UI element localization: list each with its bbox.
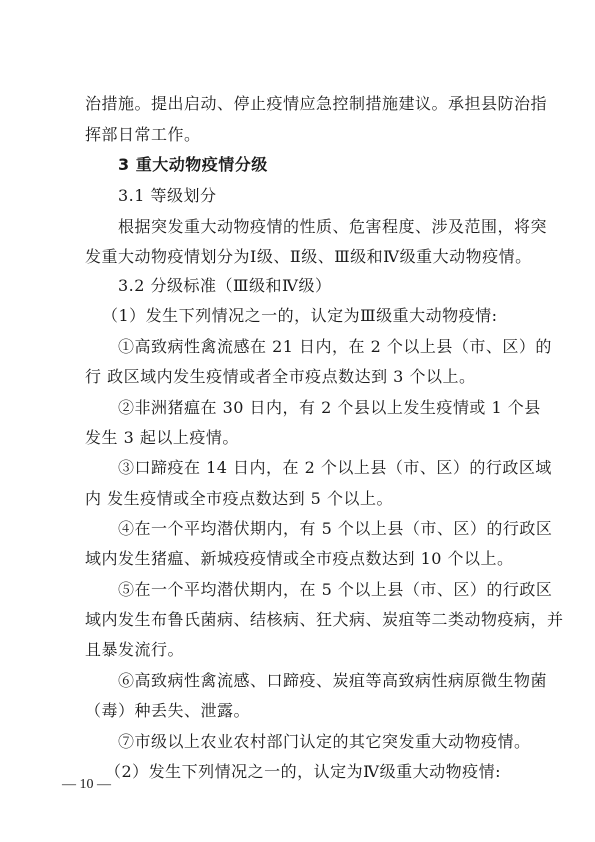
list-item-line: 且暴发流行。 bbox=[85, 640, 185, 659]
list-item-line: 发生 3 起以上疫情。 bbox=[85, 428, 239, 447]
body-text-line: 发重大动物疫情划分为Ⅰ级、Ⅱ级、Ⅲ级和Ⅳ级重大动物疫情。 bbox=[85, 247, 532, 266]
list-item-line: ⑤在一个平均潜伏期内，在 5 个以上县（市、区）的行政区 bbox=[118, 580, 553, 599]
list-item-line: 域内发生布鲁氏菌病、结核病、狂犬病、炭疽等二类动物疫病，并 bbox=[85, 610, 564, 629]
list-item-line: 内 发生疫情或全市疫点数达到 5 个以上。 bbox=[85, 489, 393, 508]
list-item-line: ④在一个平均潜伏期内，有 5 个以上县（市、区）的行政区 bbox=[118, 519, 553, 538]
list-item-line: 域内发生猪瘟、新城疫疫情或全市疫点数达到 10 个以上。 bbox=[85, 549, 514, 568]
body-text-line: 挥部日常工作。 bbox=[85, 125, 201, 144]
list-item-line: ①高致病性禽流感在 21 日内，在 2 个以上县（市、区）的 bbox=[118, 337, 552, 356]
list-item-line: 行 政区域内发生疫情或者全市疫点数达到 3 个以上。 bbox=[85, 367, 476, 386]
list-item-line: （毒）种丢失、泄露。 bbox=[85, 701, 251, 720]
list-item-line: ⑦市级以上农业农村部门认定的其它突发重大动物疫情。 bbox=[118, 732, 531, 751]
list-item-line: ⑥高致病性禽流感、口蹄疫、炭疽等高致病性病原微生物菌 bbox=[118, 671, 548, 690]
list-item-line: ②非洲猪瘟在 30 日内，有 2 个县以上发生疫情或 1 个县 bbox=[118, 398, 541, 417]
subsection-heading: 3.1 等级划分 bbox=[118, 186, 217, 205]
page-number: — 10 — bbox=[62, 777, 111, 792]
list-intro-line: （1）发生下列情况之一的，认定为Ⅲ级重大动物疫情: bbox=[102, 306, 498, 325]
list-intro-line: （2）发生下列情况之一的，认定为Ⅳ级重大动物疫情: bbox=[105, 762, 502, 781]
list-item-line: ③口蹄疫在 14 日内，在 2 个以上县（市、区）的行政区域 bbox=[118, 458, 552, 477]
subsection-heading: 3.2 分级标准（Ⅲ级和Ⅳ级） bbox=[118, 276, 332, 295]
body-text-line: 根据突发重大动物疫情的性质、危害程度、涉及范围，将突 bbox=[118, 217, 548, 236]
section-heading: 3 重大动物疫情分级 bbox=[118, 155, 268, 174]
body-text-line: 治措施。提出启动、停止疫情应急控制措施建议。承担县防治指 bbox=[85, 94, 548, 113]
